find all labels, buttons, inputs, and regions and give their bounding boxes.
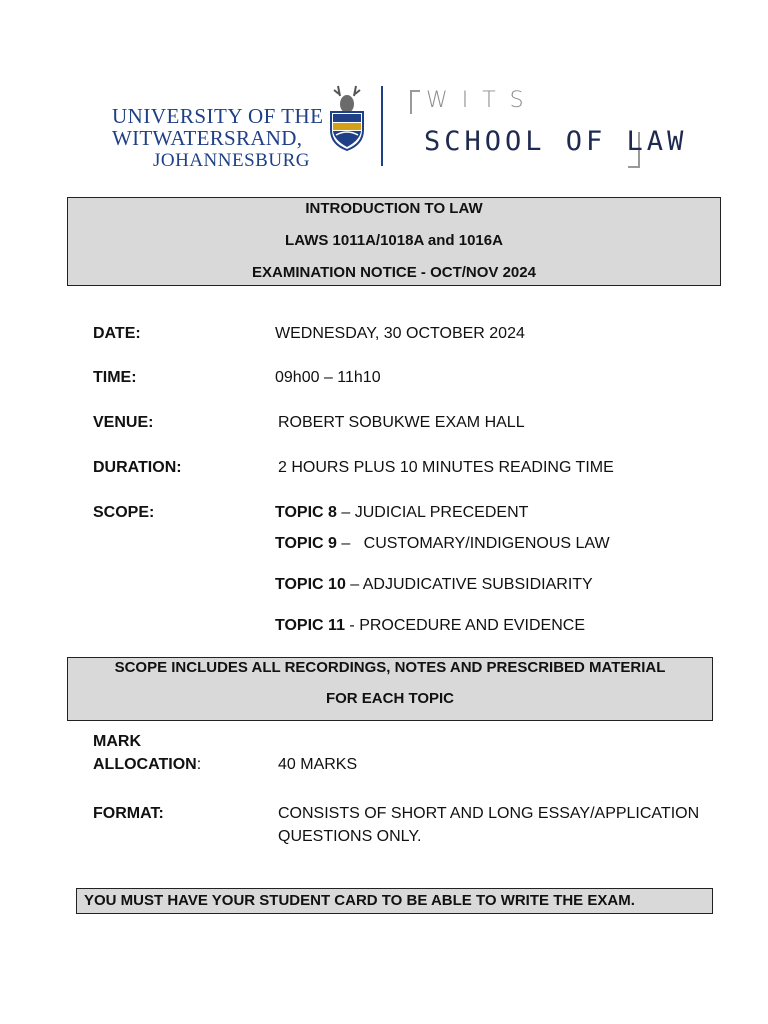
header-divider: [381, 86, 383, 166]
wits-wordmark: WITS: [426, 88, 538, 113]
scope-notice-line2: FOR EACH TOPIC: [325, 690, 455, 707]
scope-label: SCOPE:: [93, 504, 155, 521]
format-value-line2: QUESTIONS ONLY.: [278, 828, 422, 845]
duration-value: 2 HOURS PLUS 10 MINUTES READING TIME: [278, 459, 614, 476]
topic-item: [275, 576, 593, 594]
wits-school-of-law-logo: [408, 88, 688, 168]
topic-description: – JUDICIAL PRECEDENT: [336, 504, 529, 521]
logo-bracket-top-left: [410, 90, 420, 114]
university-name-line2: WITWATERSRAND,: [112, 126, 303, 150]
mark-label-line1: MARK: [93, 733, 141, 750]
time-label: TIME:: [93, 369, 137, 386]
student-card-notice: YOU MUST HAVE YOUR STUDENT CARD TO BE ABLE TO WRITE THE EXAM.: [76, 888, 713, 914]
university-logo: [112, 104, 372, 174]
university-name-line1: UNIVERSITY OF THE: [112, 104, 324, 128]
topic-name: TOPIC 11: [275, 617, 345, 634]
exam-title-box: [67, 197, 721, 286]
topic-item: [275, 617, 585, 635]
topic-name: TOPIC 8: [275, 504, 337, 521]
topic-description: – CUSTOMARY/INDIGENOUS LAW: [336, 535, 610, 552]
topic-name: TOPIC 10: [275, 576, 346, 593]
course-title: INTRODUCTION TO LAW: [305, 200, 483, 217]
date-value: WEDNESDAY, 30 OCTOBER 2024: [275, 325, 525, 342]
topic-item: [275, 535, 610, 553]
venue-value: ROBERT SOBUKWE EXAM HALL: [278, 414, 525, 431]
duration-label: DURATION:: [93, 459, 182, 476]
mark-label-line2: [93, 756, 201, 774]
topic-item: [275, 504, 528, 522]
allocation-label: ALLOCATION: [93, 756, 197, 773]
scope-notice-line1: SCOPE INCLUDES ALL RECORDINGS, NOTES AND PRESCRIBED MATERIAL: [114, 659, 666, 676]
scope-notice-box: [67, 657, 713, 721]
allocation-colon: :: [196, 756, 202, 773]
university-name-line3: JOHANNESBURG: [153, 150, 310, 171]
venue-label: VENUE:: [93, 414, 154, 431]
date-label: DATE:: [93, 325, 141, 342]
course-codes: LAWS 1011A/1018A and 1016A: [285, 232, 503, 249]
university-crest-icon: [324, 82, 370, 152]
format-value-line1: CONSISTS OF SHORT AND LONG ESSAY/APPLICATION: [278, 805, 700, 822]
marks-value: 40 MARKS: [278, 756, 358, 773]
notice-title: EXAMINATION NOTICE - OCT/NOV 2024: [252, 264, 536, 281]
school-of-law-wordmark: SCHOOL OF LAW: [424, 126, 688, 157]
format-label: FORMAT:: [93, 805, 164, 822]
topic-name: TOPIC 9: [275, 535, 337, 552]
topic-description: – ADJUDICATIVE SUBSIDIARITY: [345, 576, 593, 593]
time-value: 09h00 – 11h10: [275, 369, 381, 386]
topic-description: - PROCEDURE AND EVIDENCE: [344, 617, 586, 634]
